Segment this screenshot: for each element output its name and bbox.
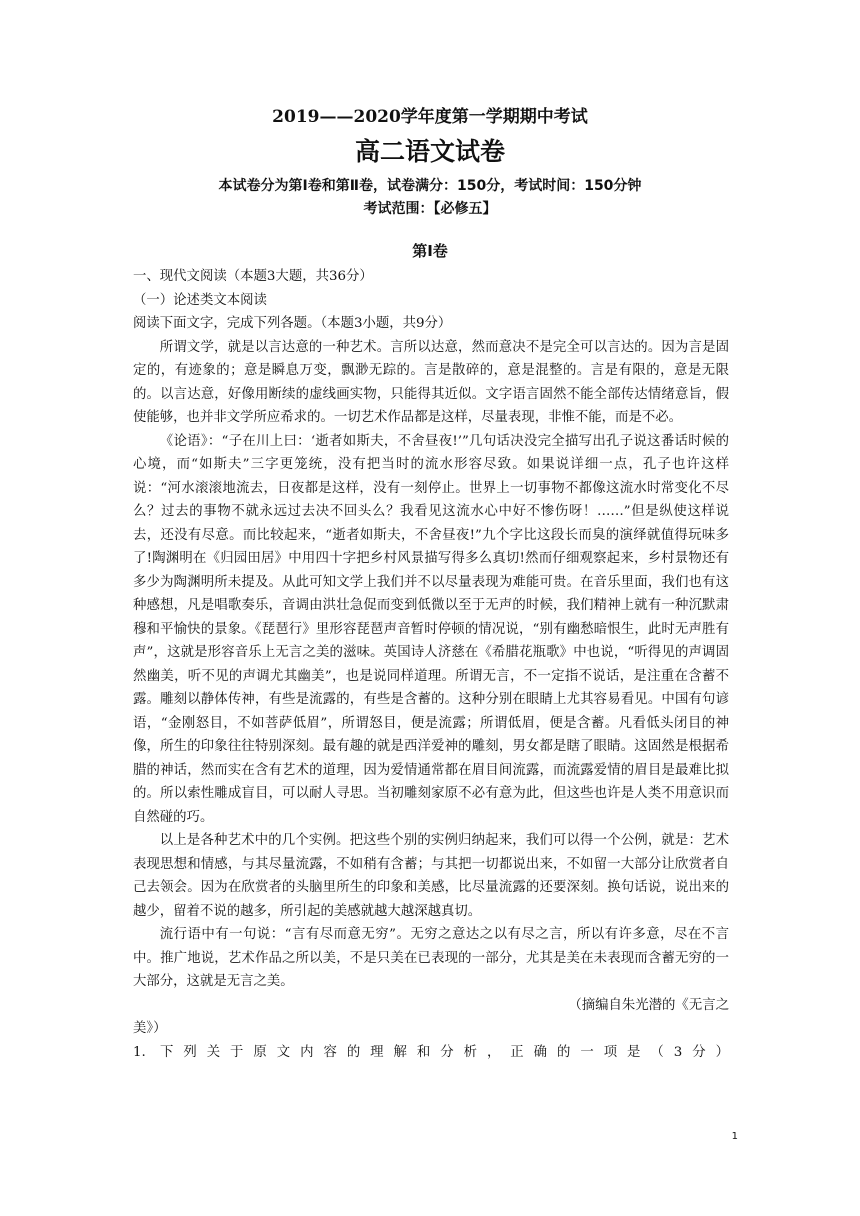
section-instruction: 阅读下面文字，完成下列各题。（本题3小题，共9分） [133, 316, 452, 331]
passage-paragraph-2: 《论语》：“子在川上曰：‘逝者如斯夫，不舍昼夜!’”几句话决没完全描写出孔子说这番话时候的心境，而“如斯夫”三字更笼统，没有把当时的流水形容尽致。如果说详细一点，孔子也许这样说：“河水滚滚地流去，日夜都是这样，没有一刻停止。世界上一切事物不都像这流水时常变化不尽么？过去的事物不就永远过去决不回头么？我看见这流水心中好不惨伤呀！……”但是纵使这样说去，还没有尽意。而比较起来，“逝者如斯夫，不舍昼夜!”九个字比这段长而臭的演绎就值得玩味多了!陶渊明在《归园田居》中用四十字把乡村风景描写得多么真切!然而仔细观察起来，乡村景物还有多少为陶渊明所未提及。从此可知文学上我们并不以尽量表现为难能可贵。在音乐里面，我们也有这种感想，凡是唱歌奏乐，音调由洪壮急促而变到低微以至于无声的时候，我们精神上就有一种沉默肃穆和平愉快的景象。《琵琶行》里形容琵琶声音暂时停顿的情况说，“别有幽愁暗恨生，此时无声胜有声”，这就是形容音乐上无言之美的滋味。英国诗人济慈在《希腊花瓶歌》中也说，“听得见的声调固然幽美，听不见的声调尤其幽美”，也是说同样道理。所谓无言，不一定指不说话，是注重在含蓄不露。雕刻以静体传神，有些是流露的，有些是含蓄的。这种分别在眼睛上尤其容易看见。中国有句谚语，“金刚怒目，不如菩萨低眉”，所谓怒目，便是流露；所谓低眉，便是含蓄。凡看低头闭目的神像，所生的印象往往特别深刻。最有趣的就是西洋爱神的雕刻，男女都是瞎了眼睛。这固然是根据希腊的神话，然而实在含有艺术的道理，因为爱情通常都在眉目间流露，而流露爱情的眉目是最难比拟的。所以索性雕成盲目，可以耐人寻思。当初雕刻家原不必有意为此，但这些也许是人类不用意识而自然碰的巧。 [133, 433, 729, 825]
section-subheading: （一）论述类文本阅读 [133, 292, 267, 308]
passage-paragraph-4: 流行语中有一句说：“言有尽而意无穷”。无穷之意达之以有尽之言，所以有许多意，尽在不言中。推广地说，艺术作品之所以美，不是只美在已表现的一部分，尤其是美在未表现而含蓄无穷的一大部分，这就是无言之美。 [133, 927, 729, 989]
page-number: 1 [731, 1131, 738, 1142]
exam-info-line: 本试卷分为第Ⅰ卷和第Ⅱ卷，试卷满分：150分，考试时间：150分钟 [218, 178, 642, 194]
question-1: 1. 下列关于原文内容的理解和分析，正确的一项是（3分） [133, 1044, 729, 1060]
passage-paragraph-1: 所谓文学，就是以言达意的一种艺术。言所以达意，然而意决不是完全可以言达的。因为言是固定的，有迹象的；意是瞬息万变，飘渺无踪的。言是散碎的，意是混整的。言是有限的，意是无限的。以言达意，好像用断续的虚线画实物，只能得其近似。文字语言固然不能全部传达情绪意旨，假使能够，也并非文学所应希求的。一切艺术作品都是这样，尽量表现，非惟不能，而是不必。 [133, 339, 729, 425]
part-title: 第Ⅰ卷 [412, 242, 448, 260]
exam-scope-line: 考试范围：【必修五】 [363, 201, 497, 217]
reading-section [133, 265, 729, 1064]
source-note-end: 美》） [133, 1021, 167, 1036]
section-heading: 一、现代文阅读（本题3大题，共36分） [133, 269, 373, 284]
passage-paragraph-3: 以上是各种艺术中的几个实例。把这些个别的实例归纳起来，我们可以得一个公例，就是：艺术表现思想和情感，与其尽量流露，不如稍有含蓄；与其把一切都说出来，不如留一大部分让欣赏者自己去领会。因为在欣赏者的头脑里所生的印象和美感，比尽量流露的还要深刻。换句话说，说出来的越少，留着不说的越多，所引起的美感就越大越深越真切。 [133, 833, 729, 919]
exam-title: 2019——2020学年度第一学期期中考试 [272, 107, 588, 127]
source-note: （摘编自朱光潜的《无言之 [568, 997, 729, 1013]
paper-title: 高二语文试卷 [354, 137, 505, 166]
